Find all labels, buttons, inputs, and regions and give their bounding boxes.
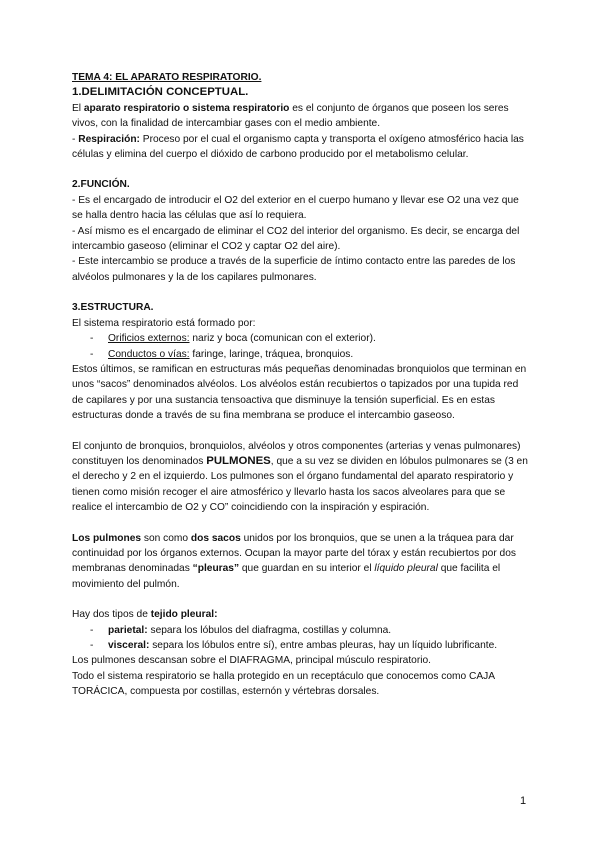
text-run: faringe, laringe, tráquea, bronquios. xyxy=(189,348,354,360)
section-3-heading: 3.ESTRUCTURA. xyxy=(72,302,154,314)
section-1-heading: 1.DELIMITACIÓN CONCEPTUAL. xyxy=(72,86,249,99)
text-run: nariz y boca (comunican con el exterior). xyxy=(189,333,376,345)
diaphragm-line: Los pulmones descansan sobre el DIAFRAGMA, principal músculo respiratorio. xyxy=(72,655,431,667)
list-item xyxy=(90,331,532,346)
text-run: Proceso por el cual el organismo capta y transporta el oxígeno atmosférico hacia las células y elimina del cuerpo el dióxido de carbono producido por el metabolismo celular. xyxy=(72,133,524,161)
function-line: - Es el encargado de introducir el O2 del exterior en el cuerpo humano y llevar ese O2 una vez que se halla dentro hacia las células que así lo requiera. xyxy=(72,194,519,222)
text-run: que guardan en su interior el xyxy=(239,563,375,575)
text-run: separa los lóbulos del diafragma, costillas y columna. xyxy=(147,624,392,636)
document-page xyxy=(72,70,532,700)
text-run: , que a su vez se dividen en lóbulos pulmonares se (3 en el derecho y 2 en el izquierdo. Los pulmones son el órgano fundamental del aparato respiratorio y tienen como misión recoger el aire atmosférico y llevarlo hasta los sacos alveolares para que se realice el intercambio de O2 y CO” coincidiendo con la inspiración y espiración. xyxy=(72,455,528,514)
text-run: El xyxy=(72,102,84,114)
lungs-paragraph xyxy=(72,439,532,516)
bold-term: aparato respiratorio o sistema respiratorio xyxy=(83,102,290,114)
bold-term: “pleuras” xyxy=(192,563,240,575)
alveoli-paragraph: Estos últimos, se ramifican en estructuras más pequeñas denominadas bronquiolos que terminan en unos “sacos” denominados alvéolos. Los alvéolos están recubiertos o tapizados por una tupida red de capilares y por una sustancia tensoactiva que disminuye la tensión superficial. Es en estas estructuras donde a través de su fina membrana se produce el intercambio gaseoso. xyxy=(72,363,527,422)
bold-term: tejido pleural: xyxy=(150,609,218,621)
text-run: El conjunto de bronquios, bronquiolos, alvéolos y otros componentes (arterias y venas pulmonares) constituyen los denominados xyxy=(72,440,521,467)
page-number: 1 xyxy=(520,795,527,807)
text-run: que facilita el movimiento del pulmón. xyxy=(72,563,501,590)
bold-term: dos sacos xyxy=(190,532,241,544)
function-line: - Así mismo es el encargado de eliminar el CO2 del interior del organismo. Es decir, se encarga del intercambio gaseoso (eliminar el CO2 y captar O2 del aire). xyxy=(72,225,520,253)
pleura-paragraph xyxy=(72,531,532,593)
pleural-tissue-intro xyxy=(72,607,532,622)
document-title: TEMA 4: EL APARATO RESPIRATORIO. xyxy=(72,72,262,83)
section-1-respiration xyxy=(72,132,532,163)
list-item xyxy=(90,638,532,653)
structure-list xyxy=(72,331,532,362)
text-run: separa los lóbulos entre sí), entre ambas pleuras, hay un líquido lubrificante. xyxy=(149,640,498,651)
text-run: - xyxy=(72,133,79,145)
list-item xyxy=(90,623,532,638)
bold-term: Respiración: xyxy=(78,133,140,145)
structure-intro: El sistema respiratorio está formado por: xyxy=(72,317,256,329)
text-run: es el conjunto de órganos que poseen los seres vivos, con la finalidad de intercambiar gases con el medio ambiente. xyxy=(72,102,509,130)
underlined-term: Orificios externos: xyxy=(108,333,190,345)
italic-term: líquido pleural xyxy=(374,563,438,575)
underlined-term: Conductos o vías: xyxy=(108,348,190,360)
text-run: unidos por los bronquios, que se unen a la tráquea para dar continuidad por los órganos externos. Ocupan la mayor parte del tórax y están recubiertos por dos membranas denominadas xyxy=(72,532,516,575)
text-run: Hay dos tipos de xyxy=(72,609,151,621)
text-run: son como xyxy=(141,532,191,544)
pleural-tissue-list xyxy=(72,623,532,654)
thoracic-cage-line: Todo el sistema respiratorio se halla protegido en un receptáculo que conocemos como CAJA TORÁCICA, compuesta por costillas, esternón y vértebras dorsales. xyxy=(72,670,495,698)
function-line: - Este intercambio se produce a través de la superficie de íntimo contacto entre las paredes de los alvéolos pulmonares y la de los capilares pulmonares. xyxy=(72,256,516,283)
bold-term: visceral: xyxy=(108,640,150,651)
bold-term: parietal: xyxy=(108,624,148,636)
section-2-heading: 2.FUNCIÓN. xyxy=(72,179,130,191)
bold-term: Los pulmones xyxy=(72,532,142,544)
bold-term: PULMONES xyxy=(206,454,271,467)
list-item xyxy=(90,347,532,362)
section-1-definition xyxy=(72,101,532,132)
